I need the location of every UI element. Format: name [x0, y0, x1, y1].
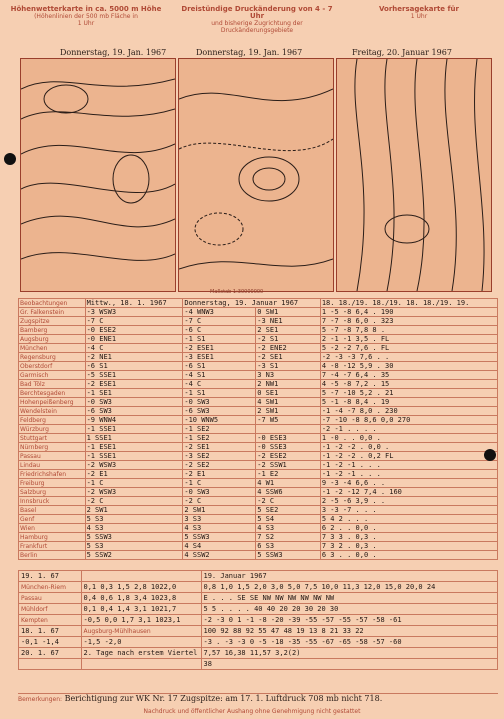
cell-fc: 5 4 2 . . .	[320, 515, 497, 524]
cell-w19: -1 S1	[183, 389, 256, 398]
date-middle: Donnerstag, 19. Jan. 1967	[196, 48, 303, 57]
cell-d: -2 SSW1	[256, 461, 321, 470]
cell-d: 4 SSW6	[256, 488, 321, 497]
right-row-0: 0,8 1,0 1,5 2,0 3,0 5,0 7,5 10,0 11,3 12,0 15,0 20,0 24	[201, 582, 498, 593]
cell-w19: 2 SW1	[183, 506, 256, 515]
cell-w19: -0 SW3	[183, 398, 256, 407]
cell-station: Wien	[19, 524, 86, 533]
forecast-map	[336, 58, 492, 292]
cell-w18: -2 E1	[85, 470, 183, 479]
cell-d: 6 S3	[256, 542, 321, 551]
pressure-change-map	[178, 58, 334, 292]
cell-fc: 5 -2 -2 7,6 . FL	[320, 344, 497, 353]
cell-d: 4 W1	[256, 479, 321, 488]
cell-fc: 7 -7 -8 6,0 . 323	[320, 317, 497, 326]
map-scale: Maßstab 1:30000000	[210, 289, 264, 295]
cell-w18: -5 SSE1	[85, 371, 183, 380]
footer: Nachdruck und öffentlicher Aushang ohne Genehmigung nicht gestattet	[143, 708, 361, 715]
cell-w18: -0 ESE2	[85, 326, 183, 335]
table-row	[19, 308, 498, 317]
mid-date: 18. 1. 67	[19, 626, 82, 637]
cell-w19: -1 SE2	[183, 434, 256, 443]
cell-w18: -7 C	[85, 317, 183, 326]
cell-w18: -1 ESE1	[85, 443, 183, 452]
place-1: Passau	[19, 593, 82, 604]
cell-fc: 2 -5 -6 3,9 . .	[320, 497, 497, 506]
table-row	[19, 416, 498, 425]
bottom-right-date: 19. Januar 1967	[201, 571, 498, 582]
vals-3: -0,5 0,0 1,7 3,1 1023,1	[81, 615, 201, 626]
cell-fc: 5 -1 -8 8,4 . 19	[320, 398, 497, 407]
cell-w19: -1 S1	[183, 335, 256, 344]
cell-fc: -1 -2 -2 . 0,0 .	[320, 443, 497, 452]
cell-w18: -1 SE1	[85, 389, 183, 398]
cell-d: 5 S4	[256, 515, 321, 524]
cell-w18: -2 ESE1	[85, 380, 183, 389]
cell-fc: -1 -2 -1 . . .	[320, 461, 497, 470]
header-left-title: Höhenwetterkarte in ca. 5000 m Höhe	[10, 5, 162, 13]
cell-fc: -1 -2 -2 . 0,2 FL	[320, 452, 497, 461]
cell-fc: 5 -7 -10 5,2 . 21	[320, 389, 497, 398]
cell-w18: -2 C	[85, 497, 183, 506]
cell-station: Nürnberg	[19, 443, 86, 452]
cell-w19: -6 S1	[183, 362, 256, 371]
table-row	[19, 425, 498, 434]
table-row	[19, 470, 498, 479]
cell-w18: -1 SSE1	[85, 425, 183, 434]
cell-station: Hamburg	[19, 533, 86, 542]
rnums: 7,57 16,38 11,57 3,2(2)	[201, 648, 498, 659]
cell-d: -0 SSE3	[256, 443, 321, 452]
cell-station: Garmisch	[19, 371, 86, 380]
cell-w19: -1 SE2	[183, 425, 256, 434]
cell-w19: -6 C	[183, 326, 256, 335]
table-row	[19, 452, 498, 461]
remarks	[18, 693, 498, 708]
table-row	[19, 506, 498, 515]
date-col-19: Donnerstag, 19. Januar 1967	[183, 299, 320, 308]
table-row	[19, 398, 498, 407]
cell-d: 5 SSW3	[256, 551, 321, 560]
cell-station: München	[19, 344, 86, 353]
cell-fc: 9 -3 -4 6,6 . .	[320, 479, 497, 488]
cell-fc: 4 -8 -12 5,9 . 30	[320, 362, 497, 371]
cell-station: Stuttgart	[19, 434, 86, 443]
table-row	[19, 497, 498, 506]
mid-vals-1: -1,5 -2,0	[81, 637, 201, 648]
mid-vals-0: -0,1 -1,4	[19, 637, 82, 648]
cell-fc: -1 -4 -7 8,0 . 230	[320, 407, 497, 416]
table-header-row	[19, 299, 498, 308]
cell-station: Lindau	[19, 461, 86, 470]
bottom-date: 19. 1. 67	[19, 571, 82, 582]
cell-w19: -2 ESE1	[183, 344, 256, 353]
cell-d: 2 SW1	[256, 407, 321, 416]
cell-w19: 4 S4	[183, 542, 256, 551]
cell-d: -3 S1	[256, 362, 321, 371]
cell-d: -1 E2	[256, 470, 321, 479]
table-row	[19, 443, 498, 452]
cell-station: Zugspitze	[19, 317, 86, 326]
cell-w19: 3 S3	[183, 515, 256, 524]
observation-table	[18, 298, 498, 568]
cell-w18: -6 SW3	[85, 407, 183, 416]
cell-w19: -4 S1	[183, 371, 256, 380]
cell-fc: 2 -1 -1 3,5 . FL	[320, 335, 497, 344]
right-row-3: -2 -3 0 1 -1 -8 -20 -39 -55 -57 -55 -57 -58 -61	[201, 615, 498, 626]
cell-d: 4 SW1	[256, 398, 321, 407]
vals-1: 0,4 0,6 1,8 3,4 1023,8	[81, 593, 201, 604]
cell-station: Genf	[19, 515, 86, 524]
header-middle-title: Dreistündige Druckänderung von 4 - 7 Uhr	[181, 5, 333, 20]
cell-d: 7 S2	[256, 533, 321, 542]
bottom-tables	[18, 570, 498, 690]
header-left-time: 1 Uhr	[77, 20, 95, 27]
cell-station: Hohenpeißenberg	[19, 398, 86, 407]
table-row	[19, 551, 498, 560]
header-left	[6, 6, 166, 27]
cell-station: Innsbruck	[19, 497, 86, 506]
cell-station: Würzburg	[19, 425, 86, 434]
cell-w18: -3 WSW3	[85, 308, 183, 317]
cell-w19: -4 C	[183, 380, 256, 389]
cell-station: Basel	[19, 506, 86, 515]
right-row-1: E . . . SE SE NW NW NW NW NW NW	[201, 593, 498, 604]
cell-w19: 5 SSW3	[183, 533, 256, 542]
cell-fc: 3 -3 -7 . . .	[320, 506, 497, 515]
cell-w18: 4 S3	[85, 524, 183, 533]
cell-d	[256, 425, 321, 434]
date-col-18: Mittw., 18. 1. 1967	[85, 299, 183, 308]
cell-station: Feldberg	[19, 416, 86, 425]
place-3: Kempten	[19, 615, 82, 626]
punch-hole-icon	[4, 153, 16, 165]
cell-d: 0 SW1	[256, 308, 321, 317]
table-row	[19, 533, 498, 542]
cell-fc: -1 -2 -12 7,4 . 160	[320, 488, 497, 497]
cell-station: Salzburg	[19, 488, 86, 497]
cell-fc: 6 3 . . 0,0 .	[320, 551, 497, 560]
cell-fc: 7 3 2 . 0,3 .	[320, 542, 497, 551]
cell-fc: -2 -1 . . . .	[320, 425, 497, 434]
cell-fc: 4 -5 -8 7,2 . 15	[320, 380, 497, 389]
right-row-2: 5 5 . . . . 40 40 20 20 30 20 30	[201, 604, 498, 615]
cell-w18: 5 SSW3	[85, 533, 183, 542]
cell-station: Augsburg	[19, 335, 86, 344]
table-row	[19, 353, 498, 362]
punch-hole-icon	[484, 449, 496, 461]
cell-d: -2 SE1	[256, 353, 321, 362]
vals-2: 0,1 0,4 1,4 3,1 1021,7	[81, 604, 201, 615]
cell-w18: -1 C	[85, 479, 183, 488]
cell-fc: -7 -10 -8 8,6 0,0 270	[320, 416, 497, 425]
cell-station: Berchtesgaden	[19, 389, 86, 398]
cell-w18: -2 NE1	[85, 353, 183, 362]
cell-fc: 1 -0 . . 0,0 .	[320, 434, 497, 443]
cell-d: 2 NW1	[256, 380, 321, 389]
cell-fc: 1 -5 -8 6,4 . 190	[320, 308, 497, 317]
cell-w18: 5 SSW2	[85, 551, 183, 560]
cell-d: -7 W5	[256, 416, 321, 425]
remarks-text: Berichtigung zur WK Nr. 17 Zugspitze: am 17. 1. Luftdruck 708 mb nicht 718.	[64, 694, 383, 703]
cell-w19: 4 S3	[183, 524, 256, 533]
cell-fc: -2 -3 -3 7,6 . .	[320, 353, 497, 362]
table-row	[19, 362, 498, 371]
table-row	[19, 461, 498, 470]
table-row	[19, 524, 498, 533]
table-row	[19, 389, 498, 398]
cell-w19: -7 C	[183, 317, 256, 326]
cell-w18: -2 WSW3	[85, 461, 183, 470]
header-right-time: 1 Uhr	[410, 13, 428, 20]
table-row	[19, 317, 498, 326]
cell-w18: -1 SSE1	[85, 452, 183, 461]
table-row	[19, 488, 498, 497]
cell-d: -2 ENE2	[256, 344, 321, 353]
cell-fc: 6 2 . . 0,0 .	[320, 524, 497, 533]
table-row	[19, 479, 498, 488]
table-row	[19, 371, 498, 380]
place-0: München-Riem	[19, 582, 82, 593]
cell-w19: -3 SE2	[183, 452, 256, 461]
cell-station: Wendelstein	[19, 407, 86, 416]
obs-label: Beobachtungen	[19, 299, 86, 308]
cell-w18: -6 S1	[85, 362, 183, 371]
cell-w18: 5 S3	[85, 542, 183, 551]
cell-w19: 4 SSW2	[183, 551, 256, 560]
cell-d: -2 S1	[256, 335, 321, 344]
table-row	[19, 515, 498, 524]
table-row	[19, 326, 498, 335]
cell-d: 3 N3	[256, 371, 321, 380]
cell-d: -0 ESE3	[256, 434, 321, 443]
cell-d: 4 S3	[256, 524, 321, 533]
cell-station: Bamberg	[19, 326, 86, 335]
fc-header: 18. 18./19. 18./19. 18. 18./19. 19.	[320, 299, 497, 308]
cell-station: Friedrichshafen	[19, 470, 86, 479]
cell-d: 5 SE2	[256, 506, 321, 515]
cell-fc: 5 -7 -8 7,8 8 .	[320, 326, 497, 335]
cell-w19: -2 C	[183, 497, 256, 506]
table-row	[19, 542, 498, 551]
cell-w18: 2 SW1	[85, 506, 183, 515]
cell-station: Passau	[19, 452, 86, 461]
cell-w19: -1 C	[183, 479, 256, 488]
table-row	[19, 344, 498, 353]
header-right-title: Vorhersagekarte für	[379, 5, 459, 13]
r38: 38	[201, 659, 498, 670]
date-left: Donnerstag, 19. Jan. 1967	[60, 48, 167, 57]
cell-fc: -1 -2 -1 . . .	[320, 470, 497, 479]
cell-w18: -9 WNW4	[85, 416, 183, 425]
cell-w19: -2 E1	[183, 470, 256, 479]
cell-w18: -0 SW3	[85, 398, 183, 407]
remarks-label: Bemerkungen:	[18, 696, 63, 703]
table-row	[19, 434, 498, 443]
cell-w19: -2 SE1	[183, 443, 256, 452]
date-right: Freitag, 20. Januar 1967	[352, 48, 452, 57]
wolken-date: 20. 1. 67	[19, 648, 82, 659]
cell-station: Freiburg	[19, 479, 86, 488]
cell-w19: -0 SW3	[183, 488, 256, 497]
cell-station: Oberstdorf	[19, 362, 86, 371]
place-2: Mühldorf	[19, 604, 82, 615]
table-row	[19, 380, 498, 389]
cell-fc: 7 -4 -7 6,4 . 35	[320, 371, 497, 380]
vals-0: 0,1 0,3 1,5 2,8 1022,0	[81, 582, 201, 593]
table-row	[19, 407, 498, 416]
cell-d: -3 NE1	[256, 317, 321, 326]
header-right	[340, 6, 498, 20]
cell-d: 0 SE1	[256, 389, 321, 398]
header-middle	[178, 6, 336, 34]
upper-air-map	[20, 58, 176, 292]
cell-w18: 5 S3	[85, 515, 183, 524]
moon-phase: 2. Tage nach erstem Viertel	[81, 648, 201, 659]
cell-w19: -10 WNW5	[183, 416, 256, 425]
cell-w19: -3 ESE1	[183, 353, 256, 362]
cell-w18: -2 WSW3	[85, 488, 183, 497]
cell-d: 2 SE1	[256, 326, 321, 335]
header-left-sub: (Höhenlinien der 500 mb Fläche in	[34, 13, 138, 20]
mid-place: Augsburg-Mühlhausen	[81, 626, 201, 637]
cell-station: Bad Tölz	[19, 380, 86, 389]
header-middle-sub: und bisherige Zugrichtung der Druckänderungsgebiete	[211, 20, 303, 34]
cell-d: -2 ESE2	[256, 452, 321, 461]
cell-w18: -4 C	[85, 344, 183, 353]
cell-station: Regensburg	[19, 353, 86, 362]
right-row-5: -3 . -3 -3 0 -5 -18 -35 -55 -67 -65 -58 -57 -60	[201, 637, 498, 648]
cell-station: Berlin	[19, 551, 86, 560]
cell-fc: 7 3 3 . 0,3 .	[320, 533, 497, 542]
cell-w18: 1 SSE1	[85, 434, 183, 443]
cell-w18: -0 ENE1	[85, 335, 183, 344]
table-row	[19, 335, 498, 344]
right-row-4: 100 92 88 92 55 47 48 19 13 8 21 33 22	[201, 626, 498, 637]
cell-w19: -6 SW3	[183, 407, 256, 416]
cell-station: Frankfurt	[19, 542, 86, 551]
cell-station: Gr. Falkenstein	[19, 308, 86, 317]
cell-d: -2 C	[256, 497, 321, 506]
cell-w19: -4 WNW3	[183, 308, 256, 317]
cell-w19: -2 SE2	[183, 461, 256, 470]
